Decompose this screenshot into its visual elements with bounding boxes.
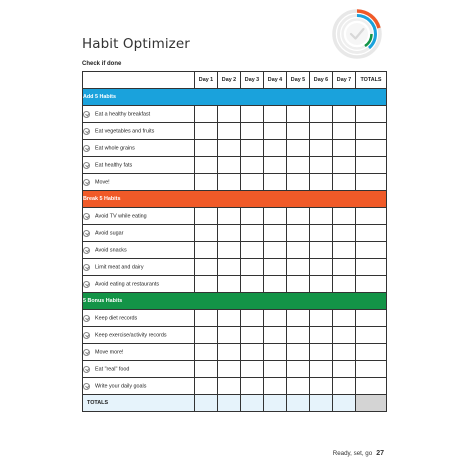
day-checkbox-cell[interactable] [333, 140, 356, 157]
day-checkbox-cell[interactable] [264, 361, 287, 378]
day-checkbox-cell[interactable] [287, 361, 310, 378]
day-checkbox-cell[interactable] [333, 123, 356, 140]
column-header-day: Day 6 [310, 72, 333, 89]
day-checkbox-cell[interactable] [310, 276, 333, 293]
day-checkbox-cell[interactable] [310, 344, 333, 361]
check-circle-icon [83, 281, 90, 288]
day-checkbox-cell[interactable] [241, 208, 264, 225]
habit-total-cell[interactable] [356, 276, 387, 293]
checkmark-ring-icon [331, 8, 383, 60]
habit-label: Eat "real" food [95, 366, 130, 372]
column-header-day: Day 5 [287, 72, 310, 89]
habit-cell [83, 208, 195, 225]
check-circle-icon [83, 315, 90, 322]
day-checkbox-cell[interactable] [195, 327, 218, 344]
habit-total-cell[interactable] [356, 174, 387, 191]
day-checkbox-cell[interactable] [287, 259, 310, 276]
habit-total-cell[interactable] [356, 327, 387, 344]
day-checkbox-cell[interactable] [218, 106, 241, 123]
day-checkbox-cell[interactable] [264, 344, 287, 361]
habit-row [83, 327, 387, 344]
day-checkbox-cell[interactable] [287, 225, 310, 242]
page-title: Habit Optimizer [82, 36, 190, 52]
day-checkbox-cell[interactable] [287, 327, 310, 344]
section-title: Break 5 Habits [83, 191, 387, 208]
habit-total-cell[interactable] [356, 140, 387, 157]
day-total-cell[interactable] [310, 395, 333, 412]
day-checkbox-cell[interactable] [310, 225, 333, 242]
day-checkbox-cell[interactable] [195, 174, 218, 191]
day-total-cell[interactable] [287, 395, 310, 412]
habit-label: Avoid TV while eating [95, 213, 147, 219]
habit-label: Avoid snacks [95, 247, 127, 253]
day-checkbox-cell[interactable] [241, 378, 264, 395]
habit-total-cell[interactable] [356, 208, 387, 225]
day-checkbox-cell[interactable] [333, 208, 356, 225]
habit-total-cell[interactable] [356, 123, 387, 140]
totals-row [83, 395, 387, 412]
day-checkbox-cell[interactable] [310, 157, 333, 174]
day-checkbox-cell[interactable] [218, 208, 241, 225]
check-circle-icon [83, 332, 90, 339]
day-checkbox-cell[interactable] [241, 327, 264, 344]
habit-total-cell[interactable] [356, 106, 387, 123]
check-circle-icon [83, 162, 90, 169]
habit-cell [83, 106, 195, 123]
day-checkbox-cell[interactable] [218, 259, 241, 276]
day-checkbox-cell[interactable] [287, 310, 310, 327]
column-header-day: Day 7 [333, 72, 356, 89]
day-checkbox-cell[interactable] [218, 225, 241, 242]
day-checkbox-cell[interactable] [195, 378, 218, 395]
footer-text: Ready, set, go [332, 450, 373, 457]
day-checkbox-cell[interactable] [241, 344, 264, 361]
day-checkbox-cell[interactable] [264, 259, 287, 276]
habit-cell [83, 344, 195, 361]
day-checkbox-cell[interactable] [310, 208, 333, 225]
habit-label: Eat healthy fats [95, 162, 133, 168]
day-checkbox-cell[interactable] [241, 174, 264, 191]
habit-cell [83, 123, 195, 140]
totals-label: TOTALS [83, 395, 195, 412]
day-checkbox-cell[interactable] [195, 157, 218, 174]
day-checkbox-cell[interactable] [333, 378, 356, 395]
day-checkbox-cell[interactable] [264, 140, 287, 157]
habit-row [83, 259, 387, 276]
check-circle-icon [83, 111, 90, 118]
habit-row [83, 310, 387, 327]
habit-label: Write your daily goals [95, 383, 147, 389]
column-header-row [83, 72, 387, 89]
habit-label: Move! [95, 179, 110, 185]
day-checkbox-cell[interactable] [310, 361, 333, 378]
day-checkbox-cell[interactable] [264, 157, 287, 174]
day-checkbox-cell[interactable] [333, 327, 356, 344]
day-checkbox-cell[interactable] [287, 344, 310, 361]
habit-total-cell[interactable] [356, 378, 387, 395]
header-blank-cell [83, 72, 195, 89]
day-checkbox-cell[interactable] [195, 310, 218, 327]
habit-total-cell[interactable] [356, 157, 387, 174]
day-checkbox-cell[interactable] [241, 123, 264, 140]
day-checkbox-cell[interactable] [195, 106, 218, 123]
day-checkbox-cell[interactable] [310, 140, 333, 157]
day-checkbox-cell[interactable] [264, 106, 287, 123]
check-circle-icon [83, 145, 90, 152]
check-circle-icon [83, 247, 90, 254]
day-checkbox-cell[interactable] [310, 106, 333, 123]
day-checkbox-cell[interactable] [195, 259, 218, 276]
habit-total-cell[interactable] [356, 225, 387, 242]
page-number: 27 [376, 450, 384, 457]
day-total-cell[interactable] [195, 395, 218, 412]
day-total-cell[interactable] [218, 395, 241, 412]
check-circle-icon [83, 213, 90, 220]
day-checkbox-cell[interactable] [333, 157, 356, 174]
section-header-row [83, 293, 387, 310]
page-footer [333, 450, 384, 457]
day-checkbox-cell[interactable] [287, 242, 310, 259]
day-checkbox-cell[interactable] [218, 140, 241, 157]
day-checkbox-cell[interactable] [310, 378, 333, 395]
section-title: 5 Bonus Habits [83, 293, 387, 310]
day-checkbox-cell[interactable] [264, 208, 287, 225]
day-checkbox-cell[interactable] [241, 361, 264, 378]
day-checkbox-cell[interactable] [264, 123, 287, 140]
day-checkbox-cell[interactable] [241, 310, 264, 327]
day-checkbox-cell[interactable] [287, 157, 310, 174]
habit-row [83, 361, 387, 378]
day-checkbox-cell[interactable] [195, 344, 218, 361]
day-checkbox-cell[interactable] [218, 361, 241, 378]
day-checkbox-cell[interactable] [310, 327, 333, 344]
day-checkbox-cell[interactable] [264, 242, 287, 259]
check-circle-icon [83, 383, 90, 390]
day-checkbox-cell[interactable] [310, 174, 333, 191]
day-checkbox-cell[interactable] [287, 123, 310, 140]
habit-label: Avoid eating at restaurants [95, 281, 160, 287]
habit-label: Keep diet records [95, 315, 138, 321]
day-checkbox-cell[interactable] [333, 259, 356, 276]
habit-cell [83, 140, 195, 157]
check-circle-icon [83, 349, 90, 356]
day-checkbox-cell[interactable] [333, 344, 356, 361]
day-checkbox-cell[interactable] [195, 276, 218, 293]
habit-row [83, 106, 387, 123]
day-checkbox-cell[interactable] [333, 225, 356, 242]
check-circle-icon [83, 128, 90, 135]
day-checkbox-cell[interactable] [333, 276, 356, 293]
day-checkbox-cell[interactable] [264, 327, 287, 344]
day-total-cell[interactable] [264, 395, 287, 412]
day-checkbox-cell[interactable] [241, 106, 264, 123]
habit-cell [83, 276, 195, 293]
day-checkbox-cell[interactable] [264, 174, 287, 191]
day-checkbox-cell[interactable] [333, 106, 356, 123]
check-circle-icon [83, 264, 90, 271]
column-header-day: Day 4 [264, 72, 287, 89]
habit-total-cell[interactable] [356, 361, 387, 378]
day-checkbox-cell[interactable] [218, 327, 241, 344]
day-checkbox-cell[interactable] [241, 140, 264, 157]
habit-total-cell[interactable] [356, 310, 387, 327]
day-checkbox-cell[interactable] [287, 174, 310, 191]
day-checkbox-cell[interactable] [218, 378, 241, 395]
day-checkbox-cell[interactable] [287, 106, 310, 123]
day-checkbox-cell[interactable] [287, 140, 310, 157]
column-header-day: Day 3 [241, 72, 264, 89]
habit-label: Eat whole grains [95, 145, 135, 151]
check-circle-icon [83, 230, 90, 237]
habit-row [83, 378, 387, 395]
grand-total-cell[interactable] [356, 395, 387, 412]
habit-cell [83, 327, 195, 344]
day-checkbox-cell[interactable] [241, 276, 264, 293]
day-checkbox-cell[interactable] [195, 225, 218, 242]
habit-row [83, 208, 387, 225]
habit-row [83, 174, 387, 191]
habit-row [83, 123, 387, 140]
day-checkbox-cell[interactable] [218, 174, 241, 191]
day-checkbox-cell[interactable] [310, 310, 333, 327]
habit-label: Avoid sugar [95, 230, 124, 236]
habit-cell [83, 361, 195, 378]
day-checkbox-cell[interactable] [218, 123, 241, 140]
section-title: Add 5 Habits [83, 89, 387, 106]
day-checkbox-cell[interactable] [287, 276, 310, 293]
column-header-day: Day 1 [195, 72, 218, 89]
day-checkbox-cell[interactable] [287, 208, 310, 225]
habit-row [83, 225, 387, 242]
check-circle-icon [83, 366, 90, 373]
habit-total-cell[interactable] [356, 344, 387, 361]
day-checkbox-cell[interactable] [310, 123, 333, 140]
habit-tracker-table [82, 71, 387, 412]
day-checkbox-cell[interactable] [310, 259, 333, 276]
habit-label: Limit meat and dairy [95, 264, 144, 270]
habit-row [83, 140, 387, 157]
day-checkbox-cell[interactable] [241, 225, 264, 242]
habit-total-cell[interactable] [356, 242, 387, 259]
day-checkbox-cell[interactable] [218, 242, 241, 259]
day-checkbox-cell[interactable] [241, 157, 264, 174]
day-checkbox-cell[interactable] [218, 157, 241, 174]
habit-label: Move more! [95, 349, 124, 355]
section-header-row [83, 89, 387, 106]
day-checkbox-cell[interactable] [195, 242, 218, 259]
habit-cell [83, 174, 195, 191]
column-header-totals: TOTALS [356, 72, 387, 89]
day-checkbox-cell[interactable] [241, 259, 264, 276]
habit-cell [83, 225, 195, 242]
day-checkbox-cell[interactable] [264, 310, 287, 327]
day-checkbox-cell[interactable] [333, 174, 356, 191]
habit-label: Eat a healthy breakfast [95, 111, 151, 117]
check-circle-icon [83, 179, 90, 186]
day-total-cell[interactable] [333, 395, 356, 412]
day-checkbox-cell[interactable] [241, 242, 264, 259]
section-header-row [83, 191, 387, 208]
day-checkbox-cell[interactable] [195, 123, 218, 140]
day-checkbox-cell[interactable] [195, 140, 218, 157]
day-checkbox-cell[interactable] [218, 344, 241, 361]
habit-row [83, 276, 387, 293]
habit-row [83, 344, 387, 361]
habit-cell [83, 157, 195, 174]
habit-cell [83, 242, 195, 259]
day-checkbox-cell[interactable] [218, 310, 241, 327]
day-total-cell[interactable] [241, 395, 264, 412]
habit-row [83, 157, 387, 174]
habit-total-cell[interactable] [356, 259, 387, 276]
habit-row [83, 242, 387, 259]
day-checkbox-cell[interactable] [195, 361, 218, 378]
habit-label: Eat vegetables and fruits [95, 128, 155, 134]
day-checkbox-cell[interactable] [333, 310, 356, 327]
day-checkbox-cell[interactable] [333, 242, 356, 259]
day-checkbox-cell[interactable] [264, 378, 287, 395]
day-checkbox-cell[interactable] [195, 208, 218, 225]
habit-label: Keep exercise/activity records [95, 332, 167, 338]
day-checkbox-cell[interactable] [287, 378, 310, 395]
habit-cell [83, 378, 195, 395]
instructions-label: Check if done [82, 61, 122, 67]
day-checkbox-cell[interactable] [218, 276, 241, 293]
day-checkbox-cell[interactable] [264, 225, 287, 242]
habit-cell [83, 259, 195, 276]
day-checkbox-cell[interactable] [333, 361, 356, 378]
column-header-day: Day 2 [218, 72, 241, 89]
day-checkbox-cell[interactable] [310, 242, 333, 259]
habit-cell [83, 310, 195, 327]
day-checkbox-cell[interactable] [264, 276, 287, 293]
